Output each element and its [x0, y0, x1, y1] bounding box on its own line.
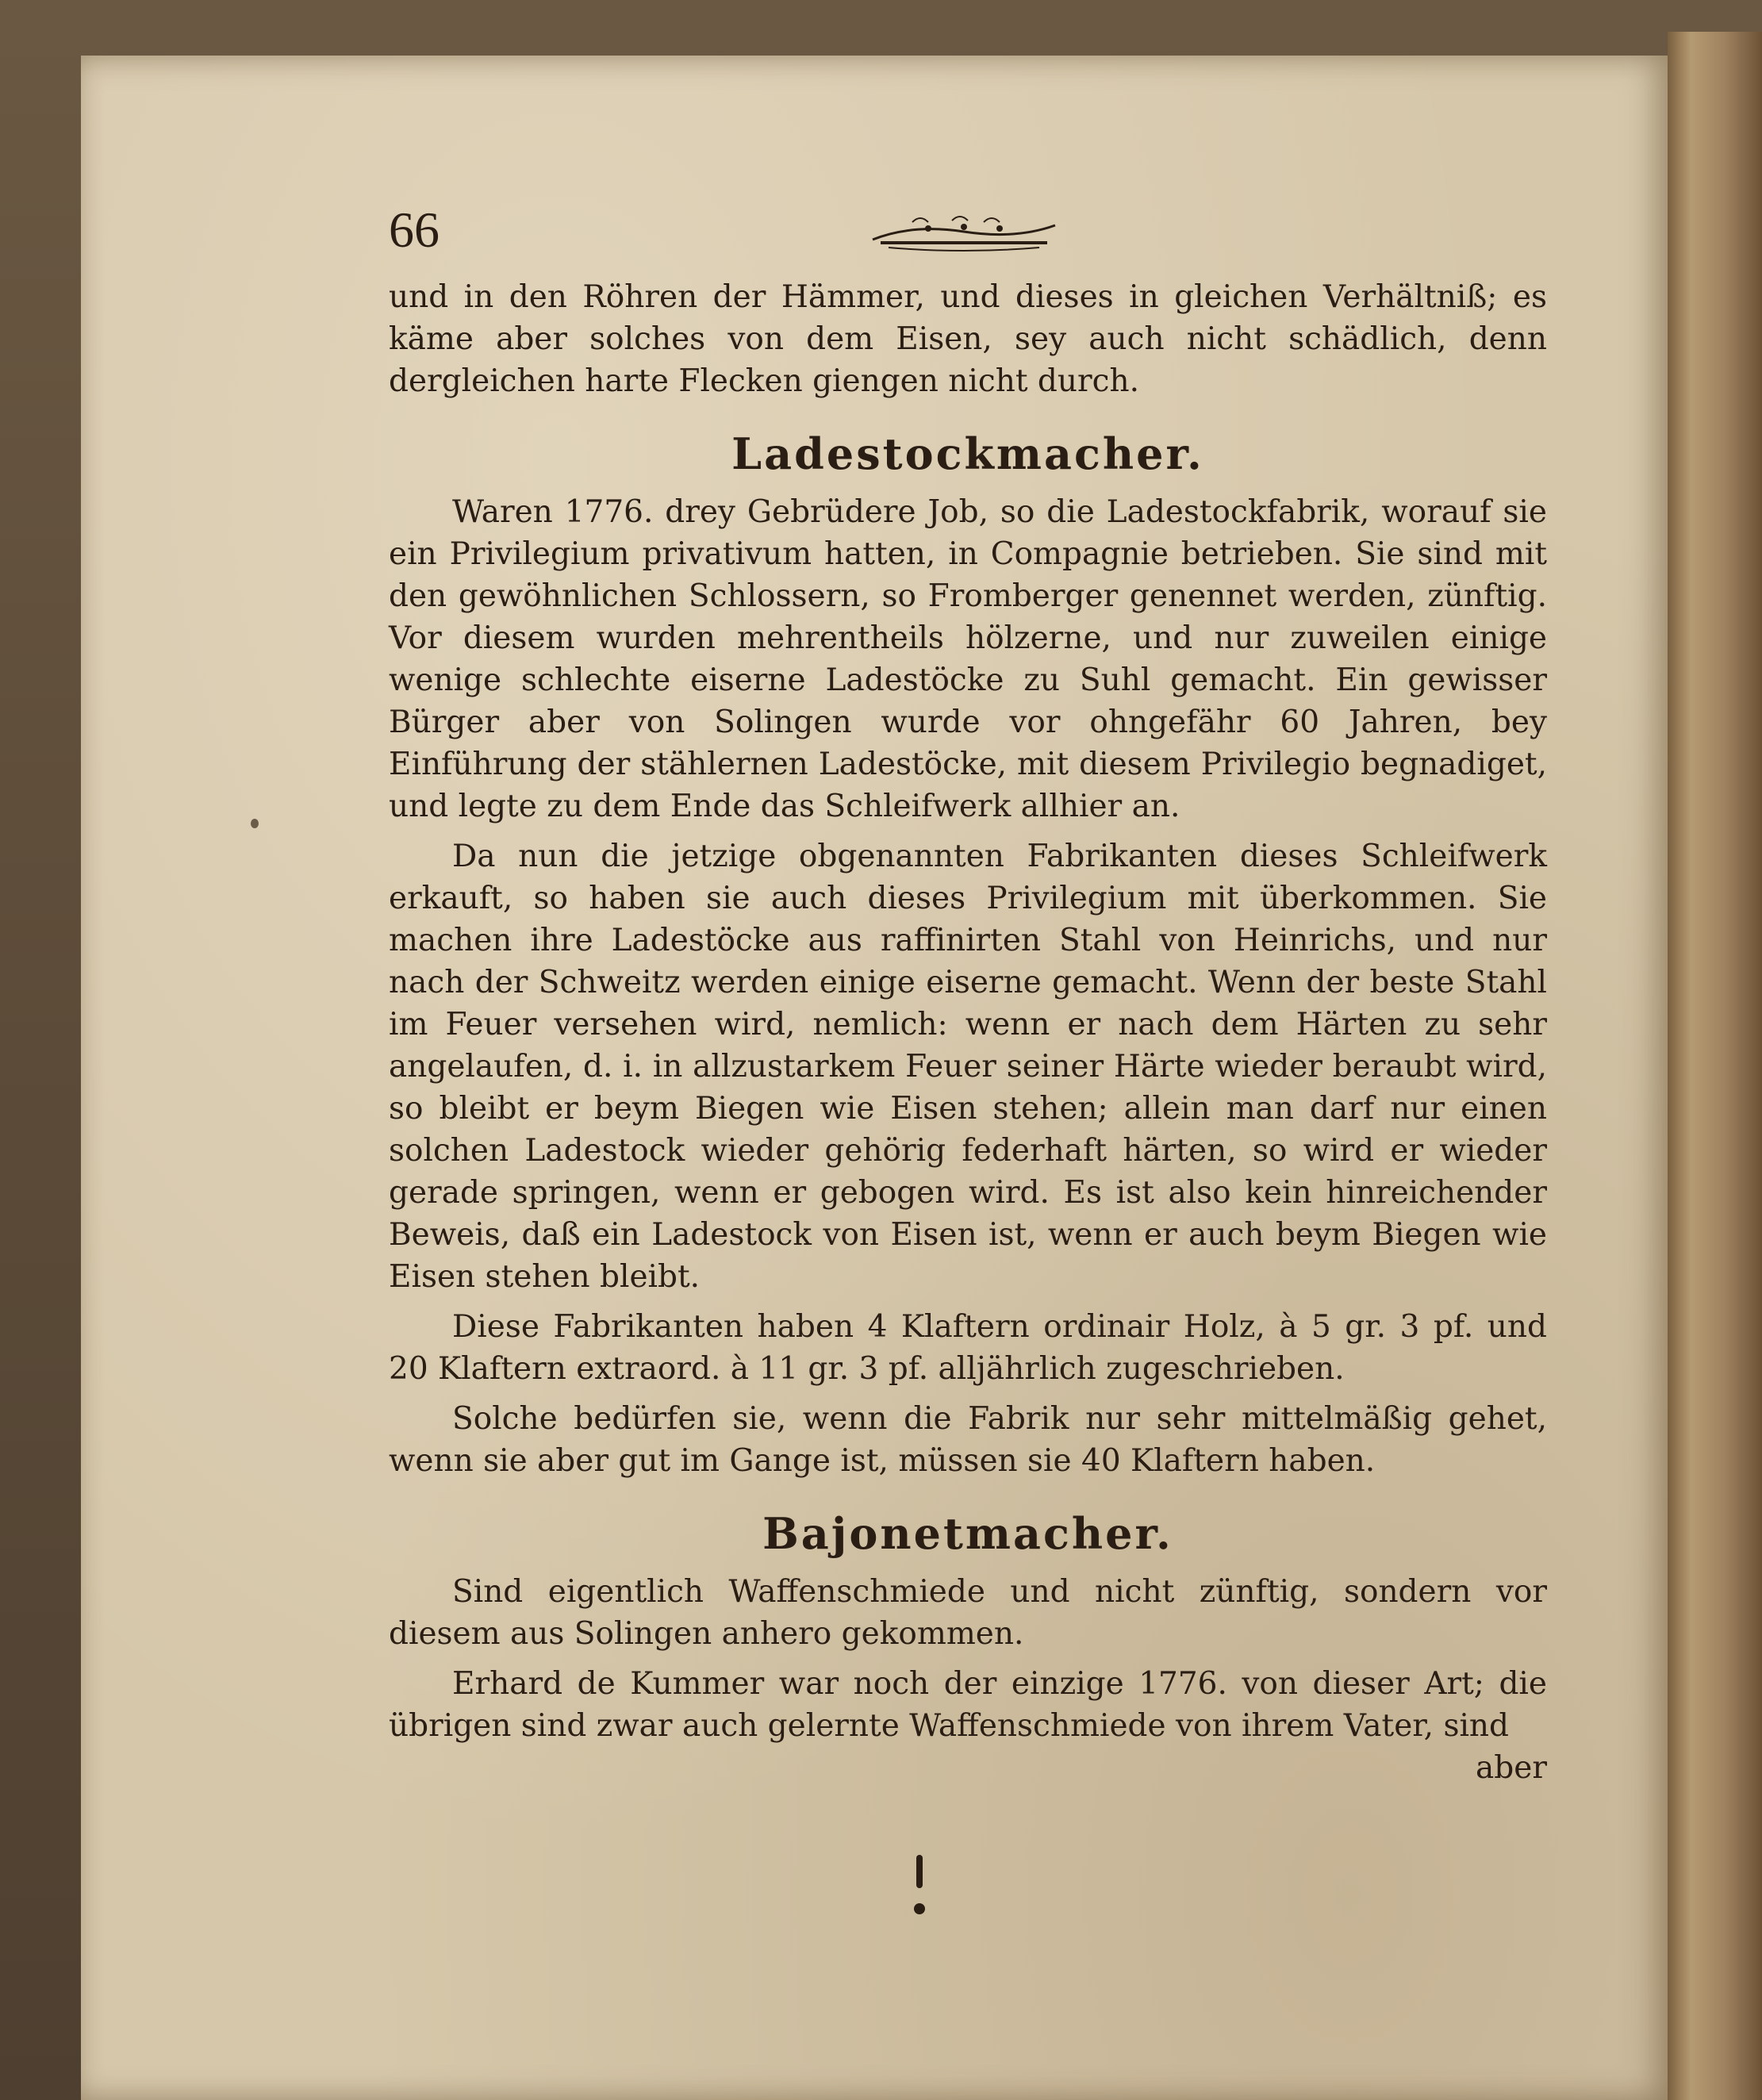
signature-mark-icon	[911, 1853, 928, 1917]
paragraph: Diese Fabrikanten haben 4 Klaftern ordinair Holz, à 5 gr. 3 pf. und 20 Klaftern extraord. à 11 gr. 3 pf. alljährlich zugeschrieben.	[389, 1309, 1547, 1387]
catchword: aber	[1476, 1750, 1547, 1786]
book-gutter	[1668, 32, 1762, 2100]
page-number: 66	[389, 202, 440, 258]
margin-mark	[251, 819, 259, 828]
section-heading-ladestockmacher: Ladestockmacher.	[731, 428, 1204, 479]
paragraph: Sind eigentlich Waffenschmiede und nicht zünftig, sondern vor diesem aus Solingen anhero gekommen.	[389, 1574, 1547, 1652]
paragraph: Erhard de Kummer war noch der einzige 1776. von dieser Art; die übrigen sind zwar auch gelernte Waffenschmiede von ihrem Vater, sind	[389, 1666, 1547, 1744]
section-heading-bajonetmacher: Bajonetmacher.	[762, 1508, 1173, 1559]
page-header	[389, 198, 1547, 270]
paragraph-continuation: und in den Röhren der Hämmer, und dieses in gleichen Verhältniß; es käme aber solches von dem Eisen, sey auch nicht schädlich, denn dergleichen harte Flecken giengen nicht durch.	[389, 279, 1547, 399]
paragraph: Solche bedürfen sie, wenn die Fabrik nur sehr mittelmäßig gehet, wenn sie aber gut im Gange ist, müssen sie 40 Klaftern haben.	[389, 1401, 1547, 1479]
decorative-rule-ornament-icon	[865, 208, 1063, 255]
page-text-block	[389, 198, 1547, 1789]
paragraph: Da nun die jetzige obgenannten Fabrikanten dieses Schleifwerk erkauft, so haben sie auch dieses Privilegium mit überkommen. Sie machen ihre Ladestöcke aus raffinirten Stahl von Heinrichs, und nur nach der Schweitz werden einige eiserne gemacht. Wenn der beste Stahl im Feuer versehen wird, nemlich: wenn er nach dem Härten zu sehr angelaufen, d. i. in allzustarkem Feuer seiner Härte wieder beraubt wird, so bleibt er beym Biegen wie Eisen stehen; allein man darf nur einen solchen Ladestock wieder gehörig federhaft härten, so wird er wieder gerade springen, wenn er gebogen wird. Es ist also kein hinreichender Beweis, daß ein Ladestock von Eisen ist, wenn er auch beym Biegen wie Eisen stehen bleibt.	[389, 839, 1547, 1295]
paragraph: Waren 1776. drey Gebrüdere Job, so die Ladestockfabrik, worauf sie ein Privilegium privativum hatten, in Compagnie betrieben. Sie sind mit den gewöhnlichen Schlossern, so Fromberger genennet werden, zünftig. Vor diesem wurden mehrentheils hölzerne, und nur zuweilen einige wenige schlechte eiserne Ladestöcke zu Suhl gemacht. Ein gewisser Bürger aber von Solingen wurde vor ohngefähr 60 Jahren, bey Einführung der stählernen Ladestöcke, mit diesem Privilegio begnadiget, und legte zu dem Ende das Schleifwerk allhier an.	[389, 494, 1547, 824]
